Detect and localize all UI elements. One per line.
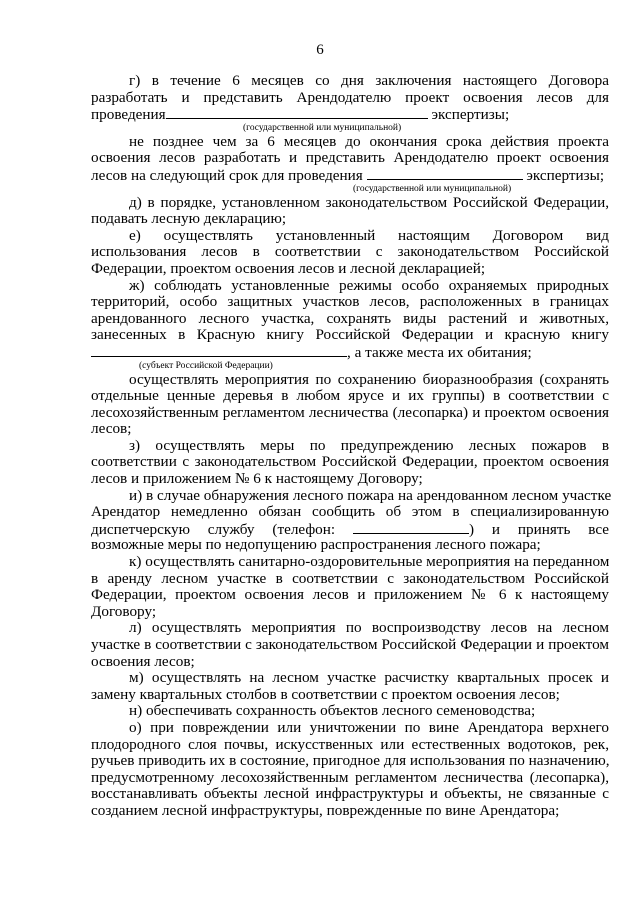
- text-fragment: диспетчерскую службу (телефон:: [91, 520, 336, 538]
- text-line: осуществлять мероприятия по сохранению биоразнообразия (сохранять: [129, 370, 609, 388]
- clause-i: [91, 486, 612, 554]
- text-line: [91, 106, 609, 123]
- footnote-label: (субъект Российской Федерации): [139, 360, 273, 371]
- text-line: Договору;: [91, 602, 157, 620]
- clause-k: [91, 554, 609, 620]
- text-line: Федерации, проектом освоения лесов и лесной декларацией;: [91, 259, 486, 277]
- clause-m: [91, 670, 609, 703]
- text-line: соответствии с законодательством Российской Федерации, проектом освоения: [91, 453, 609, 471]
- text-line: к) осуществлять санитарно-оздоровительные мероприятия на переданном: [129, 553, 610, 571]
- text-line: ж) соблюдать установленные режимы особо охраняемых природных: [129, 276, 609, 294]
- text-line: возможные меры по недопущению распространения лесного пожара;: [91, 536, 541, 554]
- text-line: г) в течение 6 месяцев со дня заключения настоящего Договора: [129, 72, 609, 89]
- text-line: [91, 167, 609, 184]
- text-line: не позднее чем за 6 месяцев до окончания срока действия проекта: [129, 132, 609, 150]
- clause-n: [91, 703, 609, 720]
- text-fragment: , а также места их обитания;: [347, 343, 532, 361]
- fill-in-blank: [166, 106, 428, 119]
- text-line: и) в случае обнаружения лесного пожара на арендованном лесном участке: [129, 486, 612, 504]
- text-line: н) обеспечивать сохранность объектов лесного семеноводства;: [129, 702, 536, 720]
- text-line: подавать лесную декларацию;: [91, 210, 287, 228]
- clause-l: [91, 620, 609, 670]
- clause-g: [91, 73, 609, 195]
- text-line: е) осуществлять установленный настоящим Договором вид: [129, 226, 609, 244]
- text-line: м) осуществлять на лесном участке расчистку квартальных просек и: [129, 669, 609, 687]
- clause-o: [91, 720, 609, 820]
- text-line: [91, 521, 609, 538]
- text-line: ручьев приводить их в состояние, пригодное для использования по назначению,: [91, 752, 610, 770]
- footnote-label: (государственной или муниципальной): [243, 122, 402, 133]
- text-fragment: ) и принять все: [468, 520, 609, 538]
- fill-in-blank: [353, 521, 469, 534]
- text-line: территорий, особо защитных участков лесов, расположенных в границах: [91, 293, 609, 311]
- text-line: з) осуществлять меры по предупреждению лесных пожаров в: [129, 436, 609, 454]
- page-number: 6: [316, 42, 324, 58]
- text-line: л) осуществлять мероприятия по воспроизводству лесов на лесном: [129, 619, 609, 637]
- text-line: использования лесов в соответствии с законодательством Российской: [91, 243, 609, 261]
- text-line: участке в соответствии с законодательством Российской Федерации и проектом: [91, 636, 609, 653]
- clause-zh: [91, 278, 609, 438]
- text-line: освоения лесов разработать и представить Арендодателю проект освоения: [91, 149, 609, 167]
- text-line: д) в порядке, установленном законодательством Российской Федерации,: [129, 193, 609, 211]
- text-line: занесенных в Красную книгу Российской Федерации и красную книгу: [91, 326, 609, 344]
- text-line: о) при повреждении или уничтожении по вине Арендатора верхнего: [129, 718, 609, 736]
- text-line: арендованного лесного участка, сохранять виды растений и животных,: [91, 309, 609, 327]
- text-line: созданием лесной инфраструктуры, поврежденные по вине Арендатора;: [91, 801, 560, 819]
- text-line: лесов и приложением № 6 к настоящему Договору;: [91, 470, 423, 488]
- text-line: [91, 344, 609, 361]
- text-line: восстанавливать объекты лесной инфраструктуры и объекты, не связанные с: [91, 785, 609, 803]
- text-line: лесохозяйственным регламентом лесничества (лесопарка) и проектом освоения: [91, 403, 609, 421]
- fill-in-blank: [367, 167, 523, 180]
- text-line: Арендатор немедленно обязан сообщить об этом в специализированную: [91, 503, 609, 521]
- text-line: отдельные ценные деревья в любом ярусе и их группы) в соответствии с: [91, 387, 609, 405]
- text-fragment: лесов на следующий срок для проведения: [91, 166, 363, 184]
- fill-in-blank: [91, 344, 347, 357]
- text-fragment: экспертизы;: [526, 166, 605, 184]
- clause-e: [91, 228, 609, 278]
- text-line: разработать и представить Арендодателю проект освоения лесов для: [91, 88, 609, 106]
- text-fragment: проведения: [91, 106, 166, 124]
- text-line: предусмотренному лесохозяйственным регламентом лесничества (лесопарка),: [91, 768, 609, 786]
- text-line: в аренду лесном участке в соответствии с законодательством Российской: [91, 569, 609, 587]
- text-line: Федерации, проектом освоения лесов и приложением № 6 к настоящему: [91, 586, 609, 604]
- text-line: плодородного слоя почвы, искусственных или естественных водотоков, рек,: [91, 735, 609, 753]
- text-line: освоения лесов;: [91, 652, 195, 670]
- text-line: замену квартальных столбов в соответствии с проектом освоения лесов;: [91, 685, 560, 703]
- text-fragment: экспертизы;: [431, 106, 510, 124]
- clause-d: [91, 195, 609, 228]
- contract-text: [91, 72, 612, 820]
- clause-z: [91, 438, 609, 488]
- footnote-label: (государственной или муниципальной): [353, 183, 512, 194]
- text-line: лесов;: [91, 420, 132, 438]
